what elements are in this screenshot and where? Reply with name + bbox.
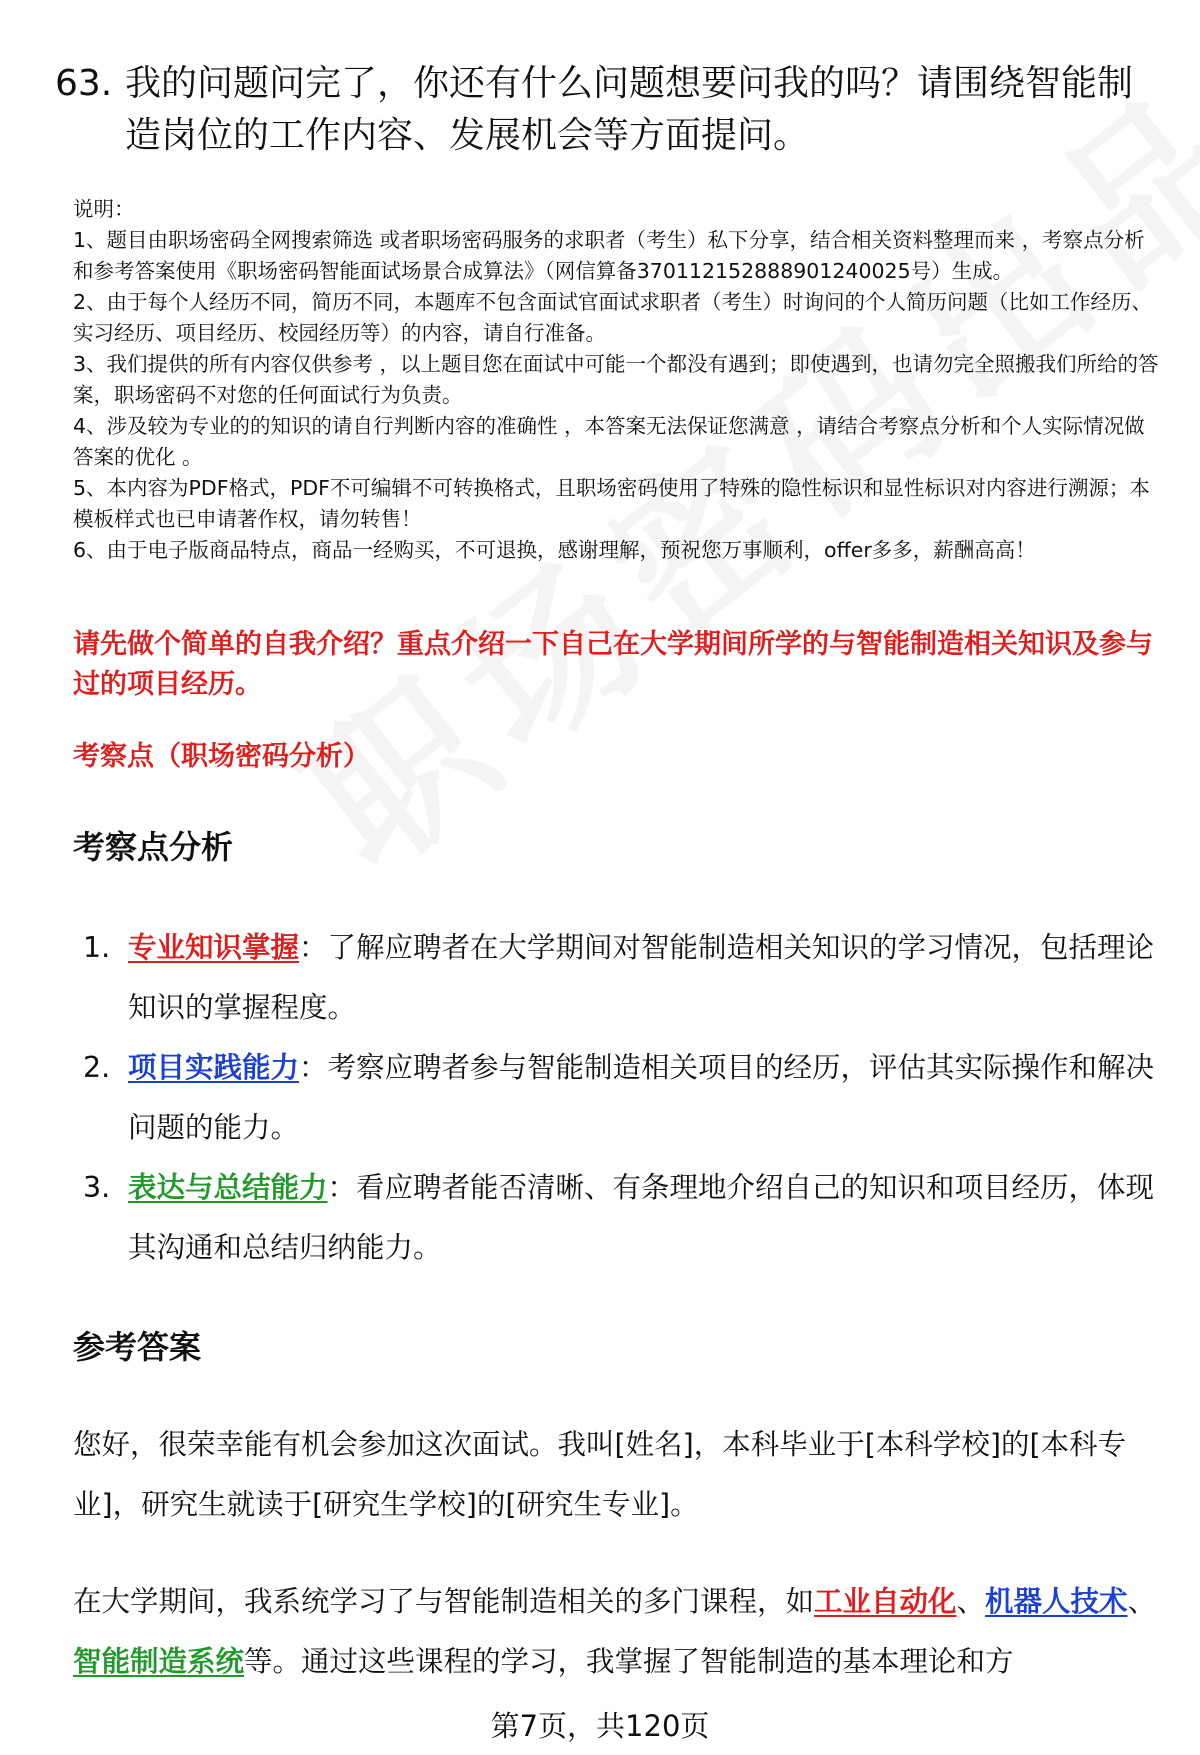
point-number: 3. bbox=[83, 1171, 111, 1204]
question-title bbox=[55, 58, 1155, 162]
analysis-heading: 考察点分析 bbox=[73, 828, 234, 866]
answer-keyword: 工业自动化 bbox=[814, 1585, 957, 1618]
disclaimer-notes bbox=[73, 194, 1163, 566]
notes-line: 说明： bbox=[73, 197, 135, 221]
question-number: 63. bbox=[55, 63, 113, 104]
answer-separator: 、 bbox=[1127, 1585, 1157, 1618]
notes-line: 5、本内容为PDF格式，PDF不可编辑不可转换格式，且职场密码使用了特殊的隐性标识和显性标识对内容进行溯源；本模板样式也已申请著作权，请勿转售！ bbox=[73, 476, 1150, 531]
question-text: 我的问题问完了，你还有什么问题想要问我的吗？请围绕智能制造岗位的工作内容、发展机会等方面提问。 bbox=[125, 63, 1134, 156]
point-number: 1. bbox=[83, 931, 111, 964]
sub-question: 请先做个简单的自我介绍？重点介绍一下自己在大学期间所学的与智能制造相关知识及参与过的项目经历。 bbox=[73, 629, 1153, 700]
point-text: 了解应聘者在大学期间对智能制造相关知识的学习情况，包括理论知识的掌握程度。 bbox=[128, 931, 1155, 1024]
answer-paragraph-1: 您好，很荣幸能有机会参加这次面试。我叫[姓名]，本科毕业于[本科学校]的[本科专业]，研究生就读于[研究生学校]的[研究生专业]。 bbox=[73, 1428, 1127, 1521]
sub-heading: 考察点（职场密码分析） bbox=[73, 741, 370, 772]
answer-text: 在大学期间，我系统学习了与智能制造相关的多门课程，如 bbox=[73, 1585, 815, 1618]
answer-heading: 参考答案 bbox=[73, 1328, 202, 1366]
point-text: 看应聘者能否清晰、有条理地介绍自己的知识和项目经历，体现其沟通和总结归纳能力。 bbox=[128, 1171, 1155, 1264]
answer-keyword: 机器人技术 bbox=[985, 1585, 1128, 1618]
analysis-point bbox=[73, 1158, 1163, 1278]
answer-separator: 、 bbox=[956, 1585, 986, 1618]
analysis-points bbox=[73, 918, 1163, 1278]
notes-line: 6、由于电子版商品特点，商品一经购买，不可退换，感谢理解，预祝您万事顺利，offer多多，薪酬高高！ bbox=[73, 538, 1036, 562]
notes-line: 4、涉及较为专业的的知识的请自行判断内容的准确性 ，本答案无法保证您满意 ，请结合考察点分析和个人实际情况做答案的优化 。 bbox=[73, 414, 1145, 469]
analysis-point bbox=[73, 1038, 1163, 1158]
point-number: 2. bbox=[83, 1051, 111, 1084]
point-separator: ： bbox=[327, 1171, 357, 1204]
point-keyword: 表达与总结能力 bbox=[128, 1171, 328, 1204]
answer-paragraph-2 bbox=[73, 1572, 1163, 1692]
point-text: 考察应聘者参与智能制造相关项目的经历，评估其实际操作和解决问题的能力。 bbox=[128, 1051, 1155, 1144]
point-separator: ： bbox=[299, 1051, 328, 1084]
point-separator: ： bbox=[299, 931, 328, 964]
notes-line: 3、我们提供的所有内容仅供参考 ，以上题目您在面试中可能一个都没有遇到；即使遇到，也请勿完全照搬我们所给的答案，职场密码不对您的任何面试行为负责。 bbox=[73, 352, 1159, 407]
answer-keyword: 智能制造系统 bbox=[73, 1645, 245, 1678]
analysis-point bbox=[73, 918, 1163, 1038]
answer-text: 等。通过这些课程的学习，我掌握了智能制造的基本理论和方 bbox=[244, 1645, 1014, 1678]
point-keyword: 项目实践能力 bbox=[128, 1051, 300, 1084]
notes-line: 2、由于每个人经历不同，简历不同，本题库不包含面试官面试求职者（考生）时询问的个人简历问题（比如工作经历、实习经历、项目经历、校园经历等）的内容，请自行准备。 bbox=[73, 290, 1153, 345]
point-keyword: 专业知识掌握 bbox=[128, 931, 300, 964]
page-footer: 第7页，共120页 bbox=[490, 1709, 710, 1743]
notes-line: 1、题目由职场密码全网搜索筛选 或者职场密码服务的求职者（考生）私下分享，结合相关资料整理而来 ，考察点分析和参考答案使用《职场密码智能面试场景合成算法》（网信算备370112152888901240025号）生成。 bbox=[73, 228, 1145, 283]
